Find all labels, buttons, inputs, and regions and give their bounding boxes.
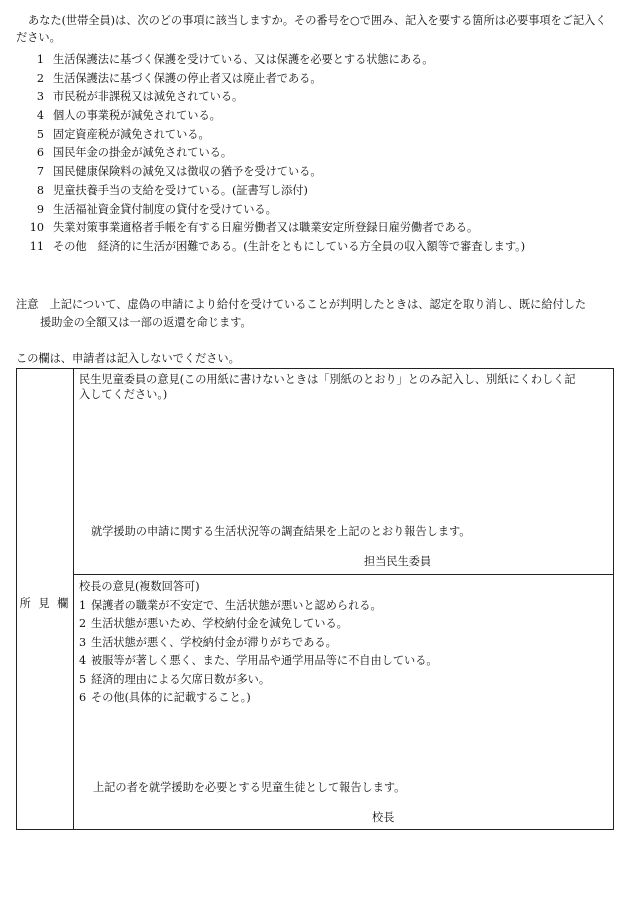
item-number: 5 bbox=[36, 127, 44, 141]
welfare-opinion-line2: 入してください。) bbox=[79, 387, 168, 401]
list-item bbox=[26, 240, 618, 259]
item-text: 個人の事業税が減免されている。 bbox=[53, 109, 221, 123]
principal-opinion bbox=[79, 580, 607, 710]
eligibility-list bbox=[26, 53, 618, 259]
item-number: 4 bbox=[36, 109, 44, 123]
item-number: 3 bbox=[79, 635, 87, 649]
list-item bbox=[26, 165, 618, 184]
list-item bbox=[26, 203, 618, 222]
principal-signature-label: 校長 bbox=[372, 811, 395, 824]
table-row-divider bbox=[73, 574, 613, 575]
warning-note bbox=[16, 296, 616, 332]
welfare-report-statement: 就学援助の申請に関する生活状況等の調査結果を上記のとおり報告します。 bbox=[91, 525, 471, 538]
list-item bbox=[26, 184, 618, 203]
list-item bbox=[26, 53, 618, 72]
item-text: 生活保護法に基づく保護を受けている、又は保護を必要とする状態にある。 bbox=[53, 53, 434, 66]
warning-note-line2: 援助金の全額又は一部の返還を命じます。 bbox=[40, 315, 252, 329]
list-item bbox=[79, 599, 607, 618]
welfare-commissioner-signature-label: 担当民生委員 bbox=[364, 555, 432, 568]
item-text: 生活状態が悪く、学校納付金が滞りがちである。 bbox=[91, 635, 337, 649]
list-item bbox=[26, 109, 618, 128]
item-text: 失業対策事業適格者手帳を有する日雇労働者又は職業安定所登録日雇労働者である。 bbox=[53, 221, 479, 235]
item-text: 生活保護法に基づく保護の停止者又は廃止者である。 bbox=[53, 71, 322, 85]
item-text: その他(具体的に記載すること。) bbox=[91, 691, 251, 704]
office-use-note: この欄は、申請者は記入しないでください。 bbox=[16, 352, 240, 365]
list-item bbox=[79, 636, 607, 655]
item-number: 11 bbox=[29, 239, 44, 253]
table-column-divider bbox=[73, 369, 74, 829]
list-item bbox=[26, 221, 618, 240]
list-item bbox=[79, 691, 607, 710]
item-number: 1 bbox=[79, 598, 87, 612]
list-item bbox=[26, 146, 618, 165]
item-text: 児童扶養手当の支給を受けている。(証書写し添付) bbox=[53, 183, 308, 197]
item-text: 保護者の職業が不安定で、生活状態が悪いと認められる。 bbox=[91, 598, 382, 612]
item-number: 5 bbox=[79, 672, 87, 686]
welfare-opinion-line1: 民生児童委員の意見(この用紙に書けないときは「別紙のとおり」とのみ記入し、別紙にくわしく記 bbox=[79, 373, 576, 386]
list-item bbox=[26, 90, 618, 109]
list-item bbox=[26, 72, 618, 91]
item-number: 7 bbox=[36, 165, 44, 179]
item-text: 生活福祉資金貸付制度の貸付を受けている。 bbox=[53, 202, 277, 216]
item-number: 6 bbox=[79, 691, 87, 704]
principal-opinion-title: 校長の意見(複数回答可) bbox=[79, 580, 200, 593]
item-text: 被服等が著しく悪く、また、学用品や通学用品等に不自由している。 bbox=[91, 654, 438, 667]
item-text: 経済的理由による欠席日数が多い。 bbox=[91, 672, 271, 686]
opinion-table bbox=[16, 368, 614, 830]
item-number: 3 bbox=[36, 90, 44, 104]
item-number: 2 bbox=[79, 617, 87, 630]
item-text: 固定資産税が減免されている。 bbox=[53, 127, 210, 141]
item-number: 8 bbox=[36, 183, 44, 197]
item-text: 市民税が非課税又は減免されている。 bbox=[53, 90, 244, 104]
warning-note-line1: 注意 上記について、虚偽の申請により給付を受けていることが判明したときは、認定を取り消し、既に給付した bbox=[16, 298, 587, 311]
item-number: 9 bbox=[36, 202, 44, 216]
intro-text: あなた(世帯全員)は、次のどの事項に該当しますか。その番号を○で囲み、記入を要する箇所は必要事項をご記入ください。 bbox=[16, 14, 607, 45]
item-text: 生活状態が悪いため、学校納付金を減免している。 bbox=[91, 617, 348, 630]
principal-report-statement: 上記の者を就学援助を必要とする児童生徒として報告します。 bbox=[93, 781, 406, 794]
list-item bbox=[26, 128, 618, 147]
opinion-row-label: 所 見 欄 bbox=[19, 597, 71, 610]
item-text: 国民年金の掛金が減免されている。 bbox=[53, 146, 233, 160]
list-item bbox=[79, 673, 607, 692]
welfare-commissioner-opinion-heading bbox=[79, 373, 607, 402]
item-text: 国民健康保険料の減免又は徴収の猶予を受けている。 bbox=[53, 165, 322, 179]
list-item bbox=[79, 654, 607, 673]
item-number: 6 bbox=[36, 146, 44, 160]
item-number: 2 bbox=[36, 71, 44, 85]
item-number: 1 bbox=[36, 53, 44, 66]
item-number: 4 bbox=[79, 654, 87, 667]
item-number: 10 bbox=[29, 221, 44, 235]
item-text: その他 経済的に生活が困難である。(生計をともにしている方全員の収入額等で審査します。) bbox=[53, 239, 526, 253]
list-item bbox=[79, 617, 607, 636]
